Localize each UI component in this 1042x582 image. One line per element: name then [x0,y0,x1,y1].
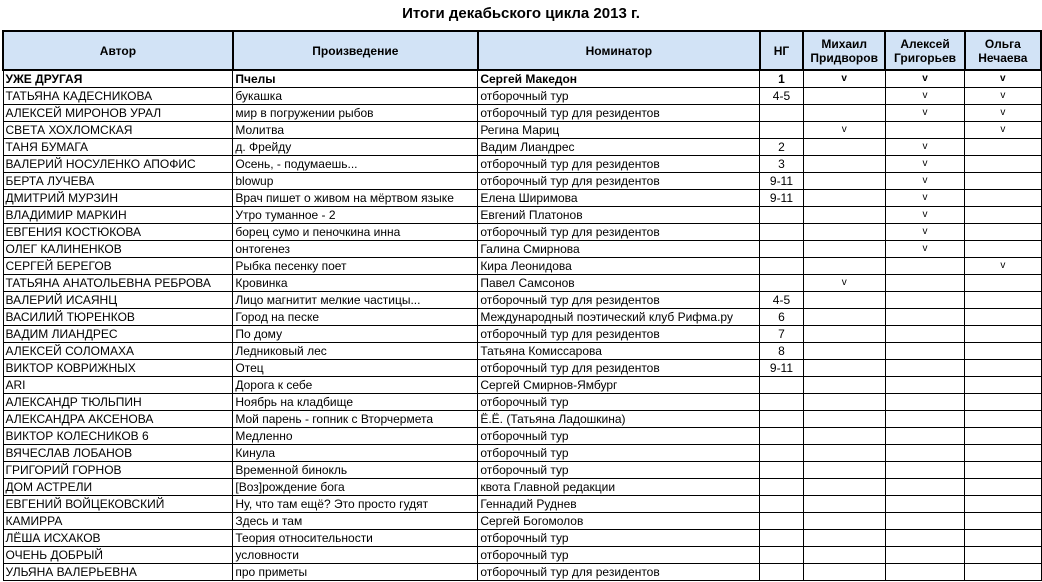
cell-nominator: отборочный тур [478,428,760,445]
cell-author: ВАЛЕРИЙ ИСАЯНЦ [3,292,233,309]
cell-judge-2 [885,564,964,581]
table-row [3,564,1041,581]
cell-nominator: отборочный тур [478,547,760,564]
cell-judge-1 [803,156,885,173]
cell-author: ДМИТРИЙ МУРЗИН [3,190,233,207]
cell-judge-3 [965,445,1041,462]
cell-nominator: квота Главной редакции [478,479,760,496]
cell-judge-3: v [965,258,1041,275]
cell-nominator: Татьяна Комиссарова [478,343,760,360]
table-row [3,411,1041,428]
cell-judge-3 [965,530,1041,547]
cell-judge-2 [885,547,964,564]
cell-nominator: Кира Леонидова [478,258,760,275]
table-row [3,241,1041,258]
cell-nominator: отборочный тур для резидентов [478,292,760,309]
cell-nominator: Галина Смирнова [478,241,760,258]
cell-work: По дому [233,326,478,343]
cell-work: д. Фрейду [233,139,478,156]
cell-judge-3 [965,190,1041,207]
cell-judge-2: v [885,156,964,173]
cell-work: Врач пишет о живом на мёртвом языке [233,190,478,207]
cell-author: ОЛЕГ КАЛИНЕНКОВ [3,241,233,258]
cell-judge-2: v [885,224,964,241]
cell-nominator: Сергей Богомолов [478,513,760,530]
cell-judge-2 [885,462,964,479]
table-row [3,122,1041,139]
cell-judge-1: v [803,122,885,139]
cell-ng: 7 [760,326,803,343]
table-row [3,207,1041,224]
cell-judge-2: v [885,173,964,190]
cell-ng [760,105,803,122]
cell-ng [760,241,803,258]
cell-judge-3 [965,309,1041,326]
cell-judge-1: v [803,275,885,292]
cell-judge-1 [803,428,885,445]
cell-ng [760,462,803,479]
table-row [3,428,1041,445]
cell-judge-3 [965,326,1041,343]
cell-judge-1 [803,241,885,258]
cell-judge-3 [965,479,1041,496]
cell-judge-2 [885,309,964,326]
cell-nominator: Елена Ширимова [478,190,760,207]
table-row [3,445,1041,462]
cell-author: ЕВГЕНИЙ ВОЙЦЕКОВСКИЙ [3,496,233,513]
cell-judge-2 [885,496,964,513]
cell-ng: 9-11 [760,360,803,377]
header-row [3,31,1041,70]
header-author: Автор [3,31,233,70]
cell-work: Мой парень - гопник с Вторчермета [233,411,478,428]
header-nominator: Номинатор [478,31,760,70]
header-judge-2-line1: Алексей [900,36,950,51]
table-row [3,88,1041,105]
cell-judge-1 [803,445,885,462]
cell-work: Осень, - подумаешь... [233,156,478,173]
cell-judge-1 [803,462,885,479]
header-work: Произведение [233,31,478,70]
cell-judge-1: v [803,70,885,88]
table-row [3,513,1041,530]
cell-work: blowup [233,173,478,190]
cell-work: [Воз]рождение бога [233,479,478,496]
cell-judge-2: v [885,207,964,224]
cell-work: Здесь и там [233,513,478,530]
cell-work: Город на песке [233,309,478,326]
cell-author: ГРИГОРИЙ ГОРНОВ [3,462,233,479]
cell-ng: 8 [760,343,803,360]
cell-judge-2: v [885,139,964,156]
cell-nominator: Евгений Платонов [478,207,760,224]
table-row [3,224,1041,241]
cell-ng [760,394,803,411]
cell-ng: 9-11 [760,190,803,207]
cell-judge-1 [803,309,885,326]
cell-judge-2 [885,122,964,139]
cell-judge-3 [965,224,1041,241]
cell-judge-1 [803,547,885,564]
cell-judge-1 [803,360,885,377]
cell-judge-1 [803,496,885,513]
cell-ng [760,377,803,394]
header-judge-2-line2: Григорьев [894,50,956,65]
cell-judge-1 [803,513,885,530]
cell-ng [760,513,803,530]
cell-nominator: Павел Самсонов [478,275,760,292]
cell-judge-3 [965,292,1041,309]
cell-author: КАМИРРА [3,513,233,530]
table-row [3,70,1041,88]
cell-nominator: отборочный тур для резидентов [478,326,760,343]
cell-nominator: Ё.Ё. (Татьяна Ладошкина) [478,411,760,428]
table-row [3,377,1041,394]
table-row [3,105,1041,122]
table-row [3,530,1041,547]
cell-ng: 4-5 [760,88,803,105]
table-row [3,190,1041,207]
cell-judge-3 [965,343,1041,360]
cell-nominator: Регина Мариц [478,122,760,139]
cell-ng [760,547,803,564]
cell-work: Кинула [233,445,478,462]
cell-work: про приметы [233,564,478,581]
cell-judge-3: v [965,105,1041,122]
cell-nominator: отборочный тур для резидентов [478,564,760,581]
table-row [3,173,1041,190]
cell-ng [760,207,803,224]
cell-judge-3 [965,207,1041,224]
cell-author: ТАТЬЯНА АНАТОЛЬЕВНА РЕБРОВА [3,275,233,292]
cell-judge-2 [885,428,964,445]
cell-judge-3 [965,428,1041,445]
cell-author: АЛЕКСЕЙ МИРОНОВ УРАЛ [3,105,233,122]
cell-ng [760,258,803,275]
cell-work: Временной бинокль [233,462,478,479]
table-row [3,462,1041,479]
cell-nominator: отборочный тур [478,88,760,105]
cell-work: Пчелы [233,70,478,88]
cell-judge-1 [803,530,885,547]
cell-judge-2 [885,275,964,292]
cell-judge-1 [803,411,885,428]
cell-judge-2 [885,513,964,530]
cell-judge-2 [885,258,964,275]
cell-work: Кровинка [233,275,478,292]
cell-nominator: отборочный тур для резидентов [478,224,760,241]
header-judge-3 [965,31,1041,70]
cell-author: ВЯЧЕСЛАВ ЛОБАНОВ [3,445,233,462]
cell-author: ЛЁША ИСХАКОВ [3,530,233,547]
results-table [2,30,1042,581]
cell-ng [760,224,803,241]
cell-judge-3 [965,411,1041,428]
cell-nominator: отборочный тур для резидентов [478,360,760,377]
cell-ng [760,411,803,428]
table-row [3,139,1041,156]
cell-work: Дорога к себе [233,377,478,394]
table-row [3,360,1041,377]
cell-author: ВИКТОР КОВРИЖНЫХ [3,360,233,377]
cell-judge-2: v [885,70,964,88]
cell-judge-1 [803,377,885,394]
cell-author: ДОМ АСТРЕЛИ [3,479,233,496]
header-ng: НГ [760,31,803,70]
cell-judge-1 [803,224,885,241]
cell-author: ВАДИМ ЛИАНДРЕС [3,326,233,343]
table-body [3,70,1041,581]
cell-author: АЛЕКСАНДР ТЮЛЬПИН [3,394,233,411]
cell-author: ВЛАДИМИР МАРКИН [3,207,233,224]
cell-judge-3: v [965,70,1041,88]
cell-judge-3: v [965,88,1041,105]
header-judge-1-line1: Михаил [821,36,868,51]
cell-work: Ноябрь на кладбище [233,394,478,411]
cell-judge-3 [965,360,1041,377]
cell-judge-1 [803,326,885,343]
cell-ng: 2 [760,139,803,156]
cell-ng: 6 [760,309,803,326]
cell-judge-3 [965,564,1041,581]
cell-judge-1 [803,564,885,581]
cell-ng [760,122,803,139]
cell-author: ВИКТОР КОЛЕСНИКОВ 6 [3,428,233,445]
cell-work: мир в погружении рыбов [233,105,478,122]
cell-author: ОЧЕНЬ ДОБРЫЙ [3,547,233,564]
table-row [3,496,1041,513]
cell-author: СВЕТА ХОХЛОМСКАЯ [3,122,233,139]
cell-judge-3 [965,173,1041,190]
cell-judge-1 [803,190,885,207]
cell-author: ЕВГЕНИЯ КОСТЮКОВА [3,224,233,241]
cell-judge-2 [885,292,964,309]
cell-judge-2 [885,530,964,547]
cell-work: Молитва [233,122,478,139]
cell-ng [760,479,803,496]
cell-ng [760,530,803,547]
cell-ng: 9-11 [760,173,803,190]
header-judge-1 [803,31,885,70]
cell-work: Отец [233,360,478,377]
header-judge-3-line2: Нечаева [978,50,1028,65]
cell-author: АЛЕКСАНДРА АКСЕНОВА [3,411,233,428]
cell-work: борец сумо и пеночкина инна [233,224,478,241]
cell-author: ВАСИЛИЙ ТЮРЕНКОВ [3,309,233,326]
cell-judge-3 [965,139,1041,156]
cell-work: Утро туманное - 2 [233,207,478,224]
cell-judge-3 [965,275,1041,292]
cell-work: Медленно [233,428,478,445]
cell-judge-1 [803,139,885,156]
table-row [3,394,1041,411]
header-judge-3-line1: Ольга [984,36,1021,51]
cell-judge-2: v [885,105,964,122]
cell-author: БЕРТА ЛУЧЕВА [3,173,233,190]
cell-judge-1 [803,105,885,122]
cell-nominator: отборочный тур [478,462,760,479]
cell-ng [760,564,803,581]
cell-nominator: отборочный тур [478,394,760,411]
cell-judge-2: v [885,88,964,105]
cell-judge-2 [885,394,964,411]
cell-judge-3 [965,156,1041,173]
cell-judge-2 [885,377,964,394]
cell-judge-3 [965,513,1041,530]
cell-nominator: Сергей Македон [478,70,760,88]
cell-judge-3 [965,462,1041,479]
cell-judge-1 [803,88,885,105]
table-row [3,326,1041,343]
cell-judge-1 [803,479,885,496]
table-row [3,258,1041,275]
cell-ng [760,496,803,513]
cell-judge-1 [803,173,885,190]
table-row [3,309,1041,326]
cell-author: УЛЬЯНА ВАЛЕРЬЕВНА [3,564,233,581]
cell-author: СЕРГЕЙ БЕРЕГОВ [3,258,233,275]
cell-judge-2 [885,343,964,360]
cell-judge-3 [965,377,1041,394]
cell-work: онтогенез [233,241,478,258]
cell-work: букашка [233,88,478,105]
cell-judge-1 [803,258,885,275]
table-row [3,479,1041,496]
table-row [3,275,1041,292]
cell-author: ТАТЬЯНА КАДЕСНИКОВА [3,88,233,105]
cell-work: Теория относительности [233,530,478,547]
page-title: Итоги декабьского цикла 2013 г. [402,5,640,22]
cell-judge-3 [965,496,1041,513]
cell-nominator: Вадим Лиандрес [478,139,760,156]
cell-judge-2 [885,326,964,343]
cell-judge-2 [885,445,964,462]
cell-author: УЖЕ ДРУГАЯ [3,70,233,88]
header-judge-1-line2: Придворов [810,50,878,65]
table-row [3,156,1041,173]
table-row [3,547,1041,564]
cell-author: ВАЛЕРИЙ НОСУЛЕНКО АПОФИС [3,156,233,173]
table-row [3,292,1041,309]
cell-work: условности [233,547,478,564]
cell-nominator: Геннадий Руднев [478,496,760,513]
cell-work: Лицо магнитит мелкие частицы... [233,292,478,309]
cell-work: Ну, что там ещё? Это просто гудят [233,496,478,513]
cell-judge-2: v [885,190,964,207]
cell-judge-3 [965,547,1041,564]
cell-ng [760,428,803,445]
cell-author: ТАНЯ БУМАГА [3,139,233,156]
table-row [3,343,1041,360]
cell-nominator: отборочный тур для резидентов [478,105,760,122]
cell-judge-2 [885,411,964,428]
cell-judge-1 [803,292,885,309]
cell-ng: 4-5 [760,292,803,309]
cell-nominator: отборочный тур [478,445,760,462]
cell-author: АЛЕКСЕЙ СОЛОМАХА [3,343,233,360]
cell-ng [760,445,803,462]
cell-judge-3 [965,241,1041,258]
cell-nominator: Сергей Смирнов-Ямбург [478,377,760,394]
cell-judge-2 [885,479,964,496]
cell-nominator: отборочный тур для резидентов [478,156,760,173]
cell-nominator: отборочный тур для резидентов [478,173,760,190]
cell-judge-2: v [885,241,964,258]
cell-judge-2 [885,360,964,377]
cell-ng [760,275,803,292]
cell-judge-1 [803,394,885,411]
cell-work: Ледниковый лес [233,343,478,360]
cell-ng: 3 [760,156,803,173]
cell-ng: 1 [760,70,803,88]
cell-judge-1 [803,343,885,360]
cell-author: ARI [3,377,233,394]
cell-nominator: Международный поэтический клуб Рифма.ру [478,309,760,326]
cell-judge-3 [965,394,1041,411]
header-judge-2 [885,31,964,70]
cell-nominator: отборочный тур [478,530,760,547]
cell-judge-1 [803,207,885,224]
cell-work: Рыбка песенку поет [233,258,478,275]
cell-judge-3: v [965,122,1041,139]
